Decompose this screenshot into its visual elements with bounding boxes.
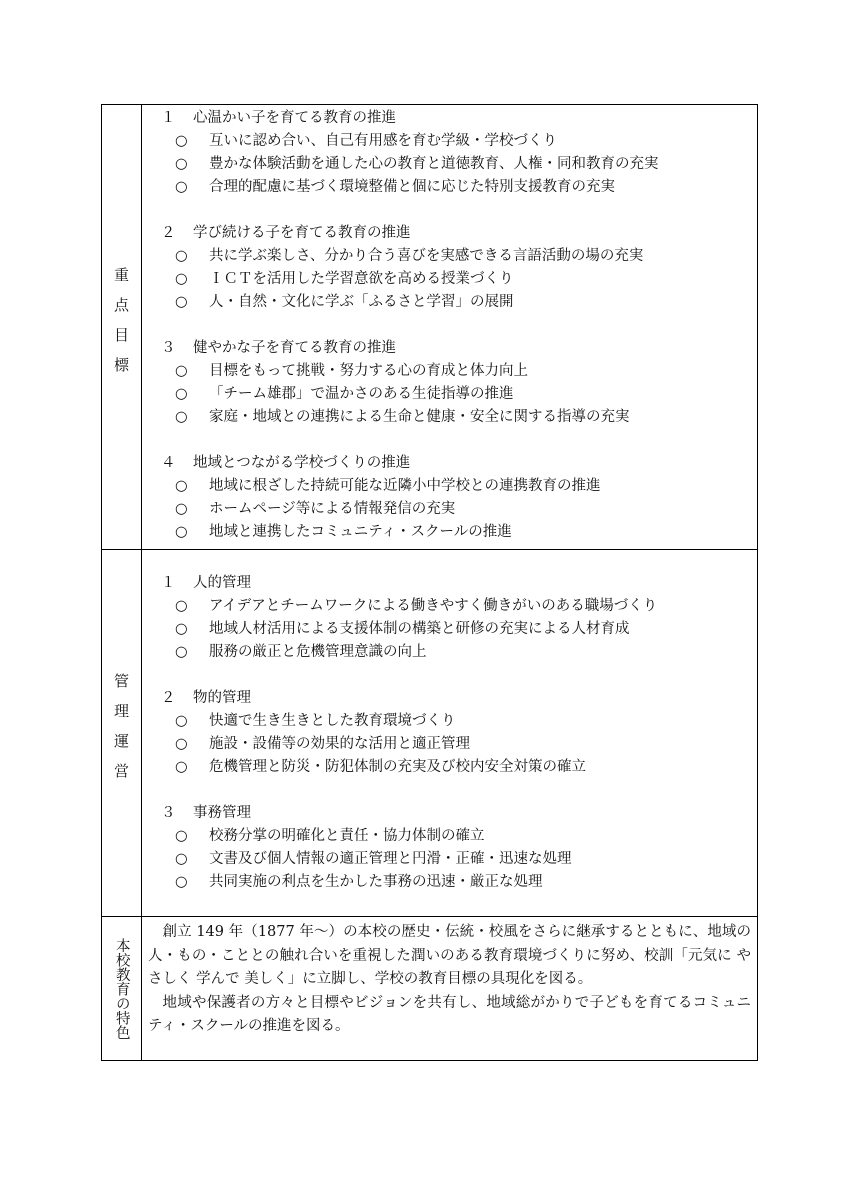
section-title: [161, 802, 757, 825]
section-number: ４: [161, 455, 176, 471]
section-number: ２: [161, 225, 176, 241]
list-item-text: 共同実施の利点を生かした事務の迅速・厳正な処理: [209, 874, 543, 890]
section-spacer: [161, 199, 757, 222]
list-item: [161, 710, 757, 733]
list-item: [161, 245, 757, 268]
section-spacer: [161, 429, 757, 452]
content-school-features: [142, 917, 757, 1060]
circle-bullet-icon: ○: [175, 133, 188, 149]
list-item-text: 共に学ぶ楽しさ、分かり合う喜びを実感できる言語活動の場の充実: [209, 248, 644, 264]
row-school-features: [102, 916, 757, 1060]
circle-bullet-icon: ○: [175, 386, 188, 402]
list-item-text: 地域人材活用による支援体制の構築と研修の充実による人材育成: [209, 621, 630, 637]
circle-bullet-icon: ○: [175, 713, 188, 729]
list-item: [161, 475, 757, 498]
list-item-text: 豊かな体験活動を通した心の教育と道徳教育、人権・同和教育の充実: [209, 156, 659, 172]
circle-bullet-icon: ○: [175, 294, 188, 310]
section-title-text: 事務管理: [193, 805, 251, 821]
circle-bullet-icon: ○: [175, 621, 188, 637]
list-item-text: 施設・設備等の効果的な活用と適正管理: [209, 736, 470, 752]
section-number: ３: [161, 805, 176, 821]
section-title: [161, 687, 757, 710]
section-number: ３: [161, 340, 176, 356]
circle-bullet-icon: ○: [175, 501, 188, 517]
section-2: [161, 222, 757, 314]
section-title: [161, 337, 757, 360]
list-item-text: 地域に根ざした持続可能な近隣小中学校との連携教育の推進: [209, 478, 601, 494]
circle-bullet-icon: ○: [175, 179, 188, 195]
label-priority-goals: 重点目標: [112, 267, 130, 387]
section-number: １: [161, 110, 176, 126]
list-item: [161, 756, 757, 779]
circle-bullet-icon: ○: [175, 644, 188, 660]
list-item: [161, 360, 757, 383]
list-item: [161, 498, 757, 521]
list-item: [161, 618, 757, 641]
label-cell-management: [102, 550, 142, 916]
list-item: [161, 848, 757, 871]
circle-bullet-icon: ○: [175, 736, 188, 752]
circle-bullet-icon: ○: [175, 409, 188, 425]
section-title: [161, 107, 757, 130]
feature-paragraph-2: 地域や保護者の方々と目標やビジョンを共有し、地域総がかりで子どもを育てるコミュニティ・スクールの推進を図る。: [148, 994, 751, 1035]
circle-bullet-icon: ○: [175, 874, 188, 890]
list-item: [161, 595, 757, 618]
policy-table: [101, 104, 758, 1061]
section-3: [161, 337, 757, 429]
circle-bullet-icon: ○: [175, 828, 188, 844]
list-item-text: 家庭・地域との連携による生命と健康・安全に関する指導の充実: [209, 409, 630, 425]
section-number: ２: [161, 690, 176, 706]
content-management: [142, 550, 757, 916]
row-priority-goals: [102, 105, 757, 549]
list-item-text: 文書及び個人情報の適正管理と円滑・正確・迅速な処理: [209, 851, 572, 867]
section-title-text: 学び続ける子を育てる教育の推進: [193, 225, 411, 241]
circle-bullet-icon: ○: [175, 598, 188, 614]
section-3: [161, 802, 757, 894]
label-management: 管理運営: [112, 673, 130, 793]
section-spacer: [161, 779, 757, 802]
section-title: [161, 452, 757, 475]
list-item: [161, 733, 757, 756]
row-management: [102, 549, 757, 916]
list-item: [161, 130, 757, 153]
list-item: [161, 176, 757, 199]
list-item: [161, 406, 757, 429]
list-item: [161, 153, 757, 176]
list-item-text: ホームページ等による情報発信の充実: [209, 501, 456, 517]
section-title-text: 物的管理: [193, 690, 251, 706]
section-title: [161, 222, 757, 245]
list-item: [161, 521, 757, 544]
list-item: [161, 825, 757, 848]
list-item-text: 地域と連携したコミュニティ・スクールの推進: [209, 524, 512, 540]
section-number: １: [161, 575, 176, 591]
circle-bullet-icon: ○: [175, 851, 188, 867]
section-spacer: [161, 314, 757, 337]
list-item: [161, 268, 757, 291]
section-4: [161, 452, 757, 544]
circle-bullet-icon: ○: [175, 478, 188, 494]
section-title-text: 健やかな子を育てる教育の推進: [193, 340, 396, 356]
feature-paragraph-1: 創立 149 年（1877 年～）の本校の歴史・伝統・校風をさらに継承するとともに、地域の人・もの・こととの触れ合いを重視した潤いのある教育環境づくりに努め、校訓「元気に やさしく 学んで 美しく」に立脚し、学校の教育目標の具現化を図る。: [148, 924, 751, 988]
section-title-text: 人的管理: [193, 575, 251, 591]
list-item-text: 互いに認め合い、自己有用感を育む学級・学校づくり: [209, 133, 557, 149]
list-item-text: 人・自然・文化に学ぶ「ふるさと学習」の展開: [209, 294, 514, 310]
list-item-text: 校務分掌の明確化と責任・協力体制の確立: [209, 828, 485, 844]
list-item: [161, 383, 757, 406]
section-title-text: 地域とつながる学校づくりの推進: [193, 455, 411, 471]
label-school-features: 本校教育の特色: [113, 937, 130, 1040]
section-spacer: [161, 664, 757, 687]
list-item-text: 危機管理と防災・防犯体制の充実及び校内安全対策の確立: [209, 759, 586, 775]
list-item: [161, 291, 757, 314]
section-title: [161, 572, 757, 595]
list-item-text: ＩＣＴを活用した学習意欲を高める授業づくり: [209, 271, 514, 287]
circle-bullet-icon: ○: [175, 363, 188, 379]
circle-bullet-icon: ○: [175, 759, 188, 775]
section-1: [161, 572, 757, 664]
circle-bullet-icon: ○: [175, 524, 188, 540]
section-1: [161, 107, 757, 199]
list-item-text: 合理的配慮に基づく環境整備と個に応じた特別支援教育の充実: [209, 179, 615, 195]
list-item-text: 服務の厳正と危機管理意識の向上: [209, 644, 427, 660]
circle-bullet-icon: ○: [175, 271, 188, 287]
circle-bullet-icon: ○: [175, 156, 188, 172]
list-item: [161, 871, 757, 894]
section-2: [161, 687, 757, 779]
circle-bullet-icon: ○: [175, 248, 188, 264]
content-priority-goals: [142, 105, 757, 549]
label-cell-school-features: [102, 917, 142, 1060]
list-item-text: 「チーム雄郡」で温かさのある生徒指導の推進: [209, 386, 514, 402]
list-item-text: アイデアとチームワークによる働きやすく働きがいのある職場づくり: [209, 598, 658, 614]
list-item-text: 目標をもって挑戦・努力する心の育成と体力向上: [209, 363, 528, 379]
section-title-text: 心温かい子を育てる教育の推進: [193, 110, 396, 126]
list-item-text: 快適で生き生きとした教育環境づくり: [209, 713, 456, 729]
label-cell-priority-goals: [102, 105, 142, 549]
list-item: [161, 641, 757, 664]
